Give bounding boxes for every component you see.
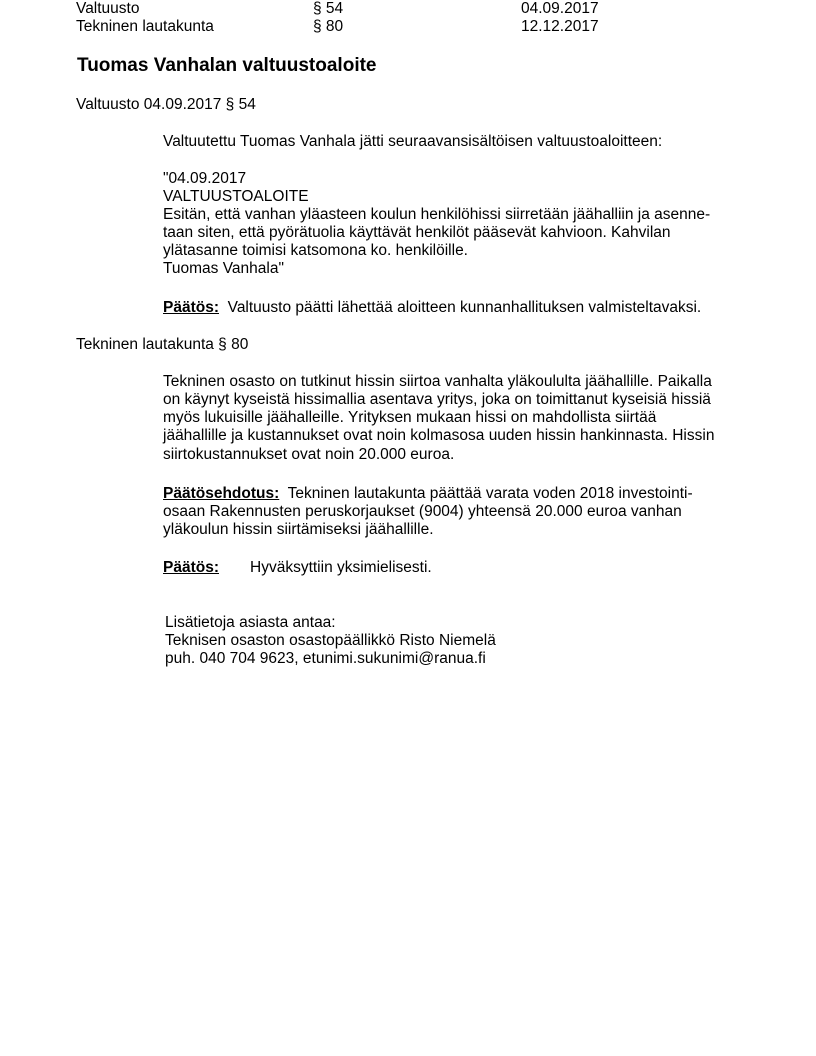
history-body: Tekninen lautakunta (76, 18, 214, 35)
quote-line: Esitän, että vanhan yläasteen koulun henkilöhissi siirretään jäähalliin ja asenne- (163, 206, 711, 223)
contact-line: puh. 040 704 9623, etunimi.sukunimi@ranua.fi (165, 650, 486, 667)
quote-line: ylätasanne toimisi katsomona ko. henkilöille. (163, 242, 468, 259)
page-title: Tuomas Vanhalan valtuustoaloite (77, 55, 377, 76)
contact-line: Teknisen osaston osastopäällikkö Risto Niemelä (165, 632, 496, 649)
proposal-line: osaan Rakennusten peruskorjaukset (9004) yhteensä 20.000 euroa vanhan (163, 503, 682, 520)
history-date: 12.12.2017 (521, 18, 599, 35)
history-section: § 80 (313, 18, 344, 35)
quote-line: Tuomas Vanhala" (163, 260, 284, 277)
contact-line: Lisätietoja asiasta antaa: (165, 614, 336, 631)
technical-body-line: on käynyt kyseistä hissimallia asentava yritys, joka on toimittanut kyseisiä hissiä (163, 391, 711, 408)
technical-body-line: myös lukuisille jäähalleille. Yrityksen mukaan hissi on mahdollista siirtää (163, 409, 657, 426)
quote-line: VALTUUSTOALOITE (163, 188, 309, 205)
proposal-line (163, 485, 693, 503)
technical-decision-label (163, 559, 219, 577)
decision-label: Päätös: (163, 299, 219, 316)
decision-text: Valtuusto päätti lähettää aloitteen kunnanhallituksen valmisteltavaksi. (227, 299, 702, 316)
proposal-line: yläkoulun hissin siirtämiseksi jäähallille. (163, 521, 434, 538)
proposal-text: Tekninen lautakunta päättää varata voden 2018 investointi- (287, 485, 693, 502)
technical-body-line: jäähallille ja kustannukset ovat noin kolmasosa uuden hissin hankinnasta. Hissin (163, 427, 715, 444)
council-heading: Valtuusto 04.09.2017 § 54 (76, 96, 256, 113)
technical-body-line: Tekninen osasto on tutkinut hissin siirtoa vanhalta yläkoululta jäähallille. Paikalla (163, 373, 712, 390)
council-intro: Valtuutettu Tuomas Vanhala jätti seuraavansisältöisen valtuustoaloitteen: (163, 133, 663, 150)
quote-line: taan siten, että pyörätuolia käyttävät henkilöt pääsevät kahvioon. Kahvilan (163, 224, 671, 241)
history-section: § 54 (313, 0, 344, 17)
council-decision (163, 299, 701, 317)
quote-line: "04.09.2017 (163, 170, 247, 187)
history-date: 04.09.2017 (521, 0, 599, 17)
technical-heading: Tekninen lautakunta § 80 (76, 336, 249, 353)
technical-body-line: siirtokustannukset ovat noin 20.000 euroa. (163, 446, 455, 463)
proposal-label: Päätösehdotus: (163, 485, 280, 502)
decision-label: Päätös: (163, 559, 219, 576)
history-body: Valtuusto (76, 0, 140, 17)
technical-decision: Hyväksyttiin yksimielisesti. (250, 559, 432, 576)
